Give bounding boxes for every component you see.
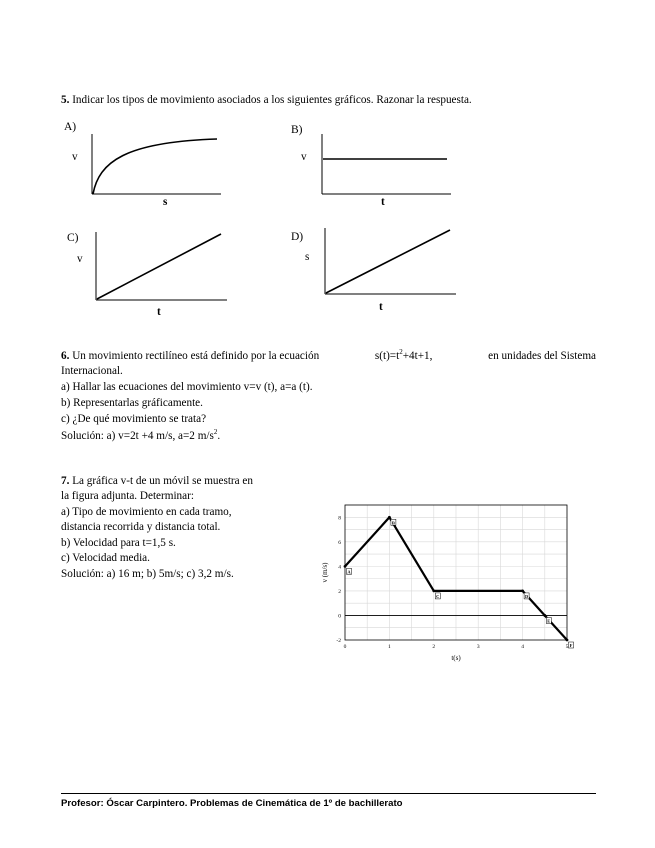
x-tick-label: 1 — [388, 644, 391, 650]
graph-b-label: B) — [291, 124, 303, 136]
chart-points — [344, 516, 574, 648]
graph-b-plot — [315, 132, 455, 197]
graph-d-line — [326, 230, 450, 293]
problem-7-line-5: c) Velocidad media. — [61, 552, 150, 564]
data-point — [432, 590, 435, 593]
y-tick-label: 4 — [338, 564, 341, 571]
point-label: E — [547, 618, 551, 624]
solution-text: Solución: a) v=2t +4 m/s, a=2 m/s — [61, 430, 214, 442]
graph-b-ylabel: v — [301, 151, 307, 163]
problem-6-part-b: b) Representarlas gráficamente. — [61, 397, 203, 409]
problem-6-intro: Un movimiento rectilíneo está definido por la ecuación — [72, 350, 320, 362]
problem-6-line1 — [61, 349, 596, 365]
problem-7-line-4: b) Velocidad para t=1,5 s. — [61, 537, 176, 549]
problem-7-text: La gráfica v-t de un móvil se muestra en — [72, 475, 253, 487]
x-tick-label: 3 — [476, 644, 480, 650]
equation-part-1: s(t)=t — [374, 350, 400, 362]
graph-d-plot — [318, 226, 458, 298]
y-tick-label: 2 — [338, 588, 341, 595]
problem-5-number: 5. — [61, 94, 70, 106]
problem-6-equation — [375, 349, 433, 365]
chart-ticks — [336, 515, 568, 650]
x-tick-label: 5 — [565, 644, 569, 650]
problem-6-line2: Internacional. — [61, 365, 123, 377]
problem-7-line-6: Solución: a) 16 m; b) 5m/s; c) 3,2 m/s. — [61, 568, 234, 580]
data-point — [388, 516, 391, 519]
graph-c-line — [97, 234, 221, 299]
problem-5-statement — [61, 93, 472, 108]
graph-a-label: A) — [64, 121, 77, 133]
graph-d-ylabel: s — [305, 251, 310, 263]
solution-exponent: 2 — [213, 428, 218, 436]
point-label: C — [436, 593, 440, 599]
data-point — [521, 590, 524, 593]
problem-7-line-1: la figura adjunta. Determinar: — [61, 490, 194, 502]
vt-chart — [305, 495, 595, 670]
problem-6-number: 6. — [61, 350, 70, 362]
point-label: B — [391, 520, 395, 526]
graph-c-xlabel: t — [157, 306, 161, 318]
data-point — [566, 639, 569, 642]
x-tick-label: 2 — [432, 644, 436, 650]
problem-7-line-0 — [61, 474, 253, 489]
data-point — [344, 565, 347, 568]
problem-7-line-2: a) Tipo de movimiento en cada tramo, — [61, 506, 232, 518]
problem-7-number: 7. — [61, 475, 70, 487]
y-tick-label: 6 — [338, 539, 341, 546]
chart-grid — [345, 505, 567, 640]
equation-exponent: 2 — [399, 348, 403, 356]
footer-rule — [61, 793, 596, 794]
problem-6-solution — [61, 429, 220, 445]
footer-text: Profesor: Óscar Carpintero. Problemas de Cinemática de 1º de bachillerato — [61, 798, 403, 809]
graph-a-curve — [93, 139, 217, 194]
graph-d-label: D) — [291, 231, 304, 243]
point-label: F — [569, 643, 573, 648]
chart-y-label: v (m/s) — [321, 562, 329, 583]
y-tick-label: 0 — [338, 613, 341, 620]
solution-end: . — [217, 430, 221, 442]
graph-a-plot — [85, 132, 225, 197]
graph-a-xlabel: s — [163, 196, 168, 208]
point-label: A — [347, 569, 351, 575]
chart-x-label: t(s) — [451, 654, 461, 662]
problem-6-part-c: c) ¿De qué movimiento se trata? — [61, 413, 207, 425]
graph-c-ylabel: v — [77, 253, 83, 265]
graph-d-xlabel: t — [379, 301, 383, 313]
problem-5-text: Indicar los tipos de movimiento asociados a los siguientes gráficos. Razonar la respuesta. — [72, 94, 472, 106]
problem-6-part-a: a) Hallar las ecuaciones del movimiento v=v (t), a=a (t). — [61, 381, 313, 393]
problem-7-line-3: distancia recorrida y distancia total. — [61, 521, 221, 533]
x-tick-label: 4 — [521, 644, 524, 650]
equation-part-2: +4t+1, — [402, 350, 433, 362]
problem-6-units: en unidades del Sistema — [488, 350, 596, 362]
data-point — [543, 614, 546, 617]
y-tick-label: -2 — [336, 638, 341, 644]
x-tick-label: 0 — [343, 644, 347, 650]
graph-b-xlabel: t — [381, 196, 385, 208]
point-label: D — [524, 593, 529, 599]
y-tick-label: 8 — [338, 515, 341, 522]
graph-a-ylabel: v — [72, 151, 78, 163]
graph-c-plot — [89, 230, 229, 305]
graph-c-label: C) — [67, 232, 79, 244]
